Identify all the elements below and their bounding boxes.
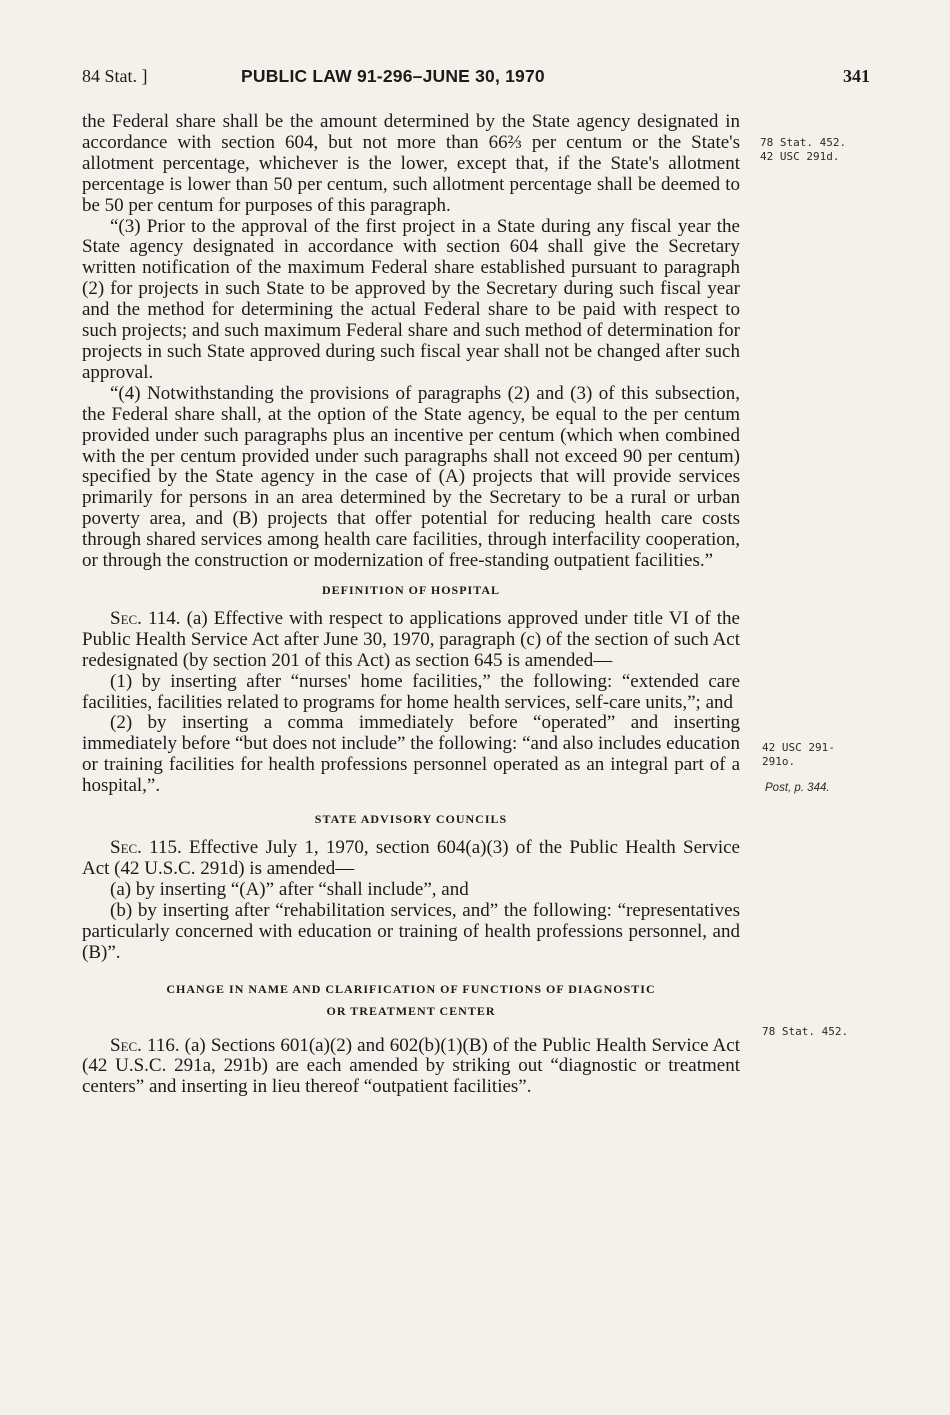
section-116-text: (a) Sections 601(a)(2) and 602(b)(1)(B) of the Public Health Service Act (42 U.S.C. 291a, 291b) are each amended by striking out “diagnostic or treatment centers” and inserting in lieu thereof “outpatient facilities”.: [82, 1034, 740, 1098]
section-116: [82, 1036, 740, 1099]
section-heading-change-in-name-line2: OR TREATMENT CENTER: [326, 1003, 496, 1018]
margin-note-statute-2: 78 Stat. 452.: [762, 1025, 849, 1038]
section-114-clause-2: (2) by inserting a comma immediately before “operated” and inserting immediately before “but does not include” the following: “and also includes education or training facilities for health professions personnel operated as an integral part of a hospital,”.: [82, 712, 740, 797]
page-number: 341: [843, 66, 870, 86]
section-label: Sec. 115.: [110, 837, 182, 859]
margin-note-line: 78 Stat. 452.: [760, 136, 847, 149]
main-text: [82, 112, 740, 1098]
margin-note-line: 42 USC 291d.: [760, 150, 840, 163]
paragraph-3: “(3) Prior to the approval of the first project in a State during any fiscal year the State agency designated in accordance with section 604 shall give the Secretary written notification of the maximum Federal share established pursuant to paragraph (2) for projects in such State to be approved by the Secretary during such fiscal year and the method for determining the actual Federal share to be paid with respect to such projects; and such maximum Federal share and such method of determination for projects in such State approved during such fiscal year shall not be changed after such approval.: [82, 215, 740, 383]
section-heading-change-in-name: CHANGE IN NAME AND CLARIFICATION OF FUNCTIONS OF DIAGNOSTIC: [166, 981, 656, 996]
margin-note-statute: [760, 136, 846, 164]
running-header: [82, 66, 870, 90]
section-115: [82, 838, 740, 880]
section-115-text: Effective July 1, 1970, section 604(a)(3) of the Public Health Service Act (42 U.S.C. 291d) is amended—: [82, 837, 740, 879]
section-heading-state-advisory-councils: STATE ADVISORY COUNCILS: [314, 812, 508, 827]
volume-reference: 84 Stat. ]: [82, 66, 148, 86]
section-115-clause-b: (b) by inserting after “rehabilitation services, and” the following: “representatives particularly concerned with education or training of health professions personnel, and (B)”.: [82, 899, 740, 963]
margin-note-usc: [762, 741, 835, 769]
margin-note-post: Post, p. 344.: [765, 782, 830, 794]
margin-note-line: 42 USC 291-: [762, 741, 835, 754]
section-label: Sec. 116.: [110, 1034, 180, 1056]
section-heading-definition-of-hospital: DEFINITION OF HOSPITAL: [321, 582, 501, 597]
section-label: Sec. 114.: [110, 607, 181, 629]
section-114: [82, 609, 740, 672]
paragraph-federal-share: the Federal share shall be the amount determined by the State agency designated in accordance with section 604, but not more than 66⅔ per centum or the State's allotment percentage, whichever is the lower, except that, if the State's allotment percentage is lower than 50 per centum, such allotment percentage shall be deemed to be 50 per centum for purposes of this paragraph.: [82, 111, 740, 216]
section-114-text: (a) Effective with respect to applications approved under title VI of the Public Health Service Act after June 30, 1970, paragraph (c) of the section of such Act redesignated (by section 201 of this Act) as section 645 is amended—: [82, 607, 740, 671]
section-114-clause-1: (1) by inserting after “nurses' home facilities,” the following: “extended care facilities, facilities related to programs for home health services, self-care units,”; and: [82, 670, 740, 713]
paragraph-4: “(4) Notwithstanding the provisions of paragraphs (2) and (3) of this subsection, the Federal share shall, at the option of the State agency, be equal to the per centum provided under such paragraphs plus an incentive per centum (which when combined with the per centum provided under such paragraphs shall not exceed 90 per centum) specified by the State agency in the case of (A) projects that will provide services primarily for persons in an area determined by the Secretary to be a rural or urban poverty area, and (B) projects that offer potential for reducing health care costs through shared services among health care facilities, through interfacility cooperation, or through the construction or modernization of free-standing outpatient facilities.”: [82, 382, 740, 572]
law-title: PUBLIC LAW 91-296–JUNE 30, 1970: [241, 66, 545, 86]
section-115-clause-a: (a) by inserting “(A)” after “shall include”, and: [110, 878, 469, 900]
margin-note-line: 291o.: [762, 755, 796, 768]
